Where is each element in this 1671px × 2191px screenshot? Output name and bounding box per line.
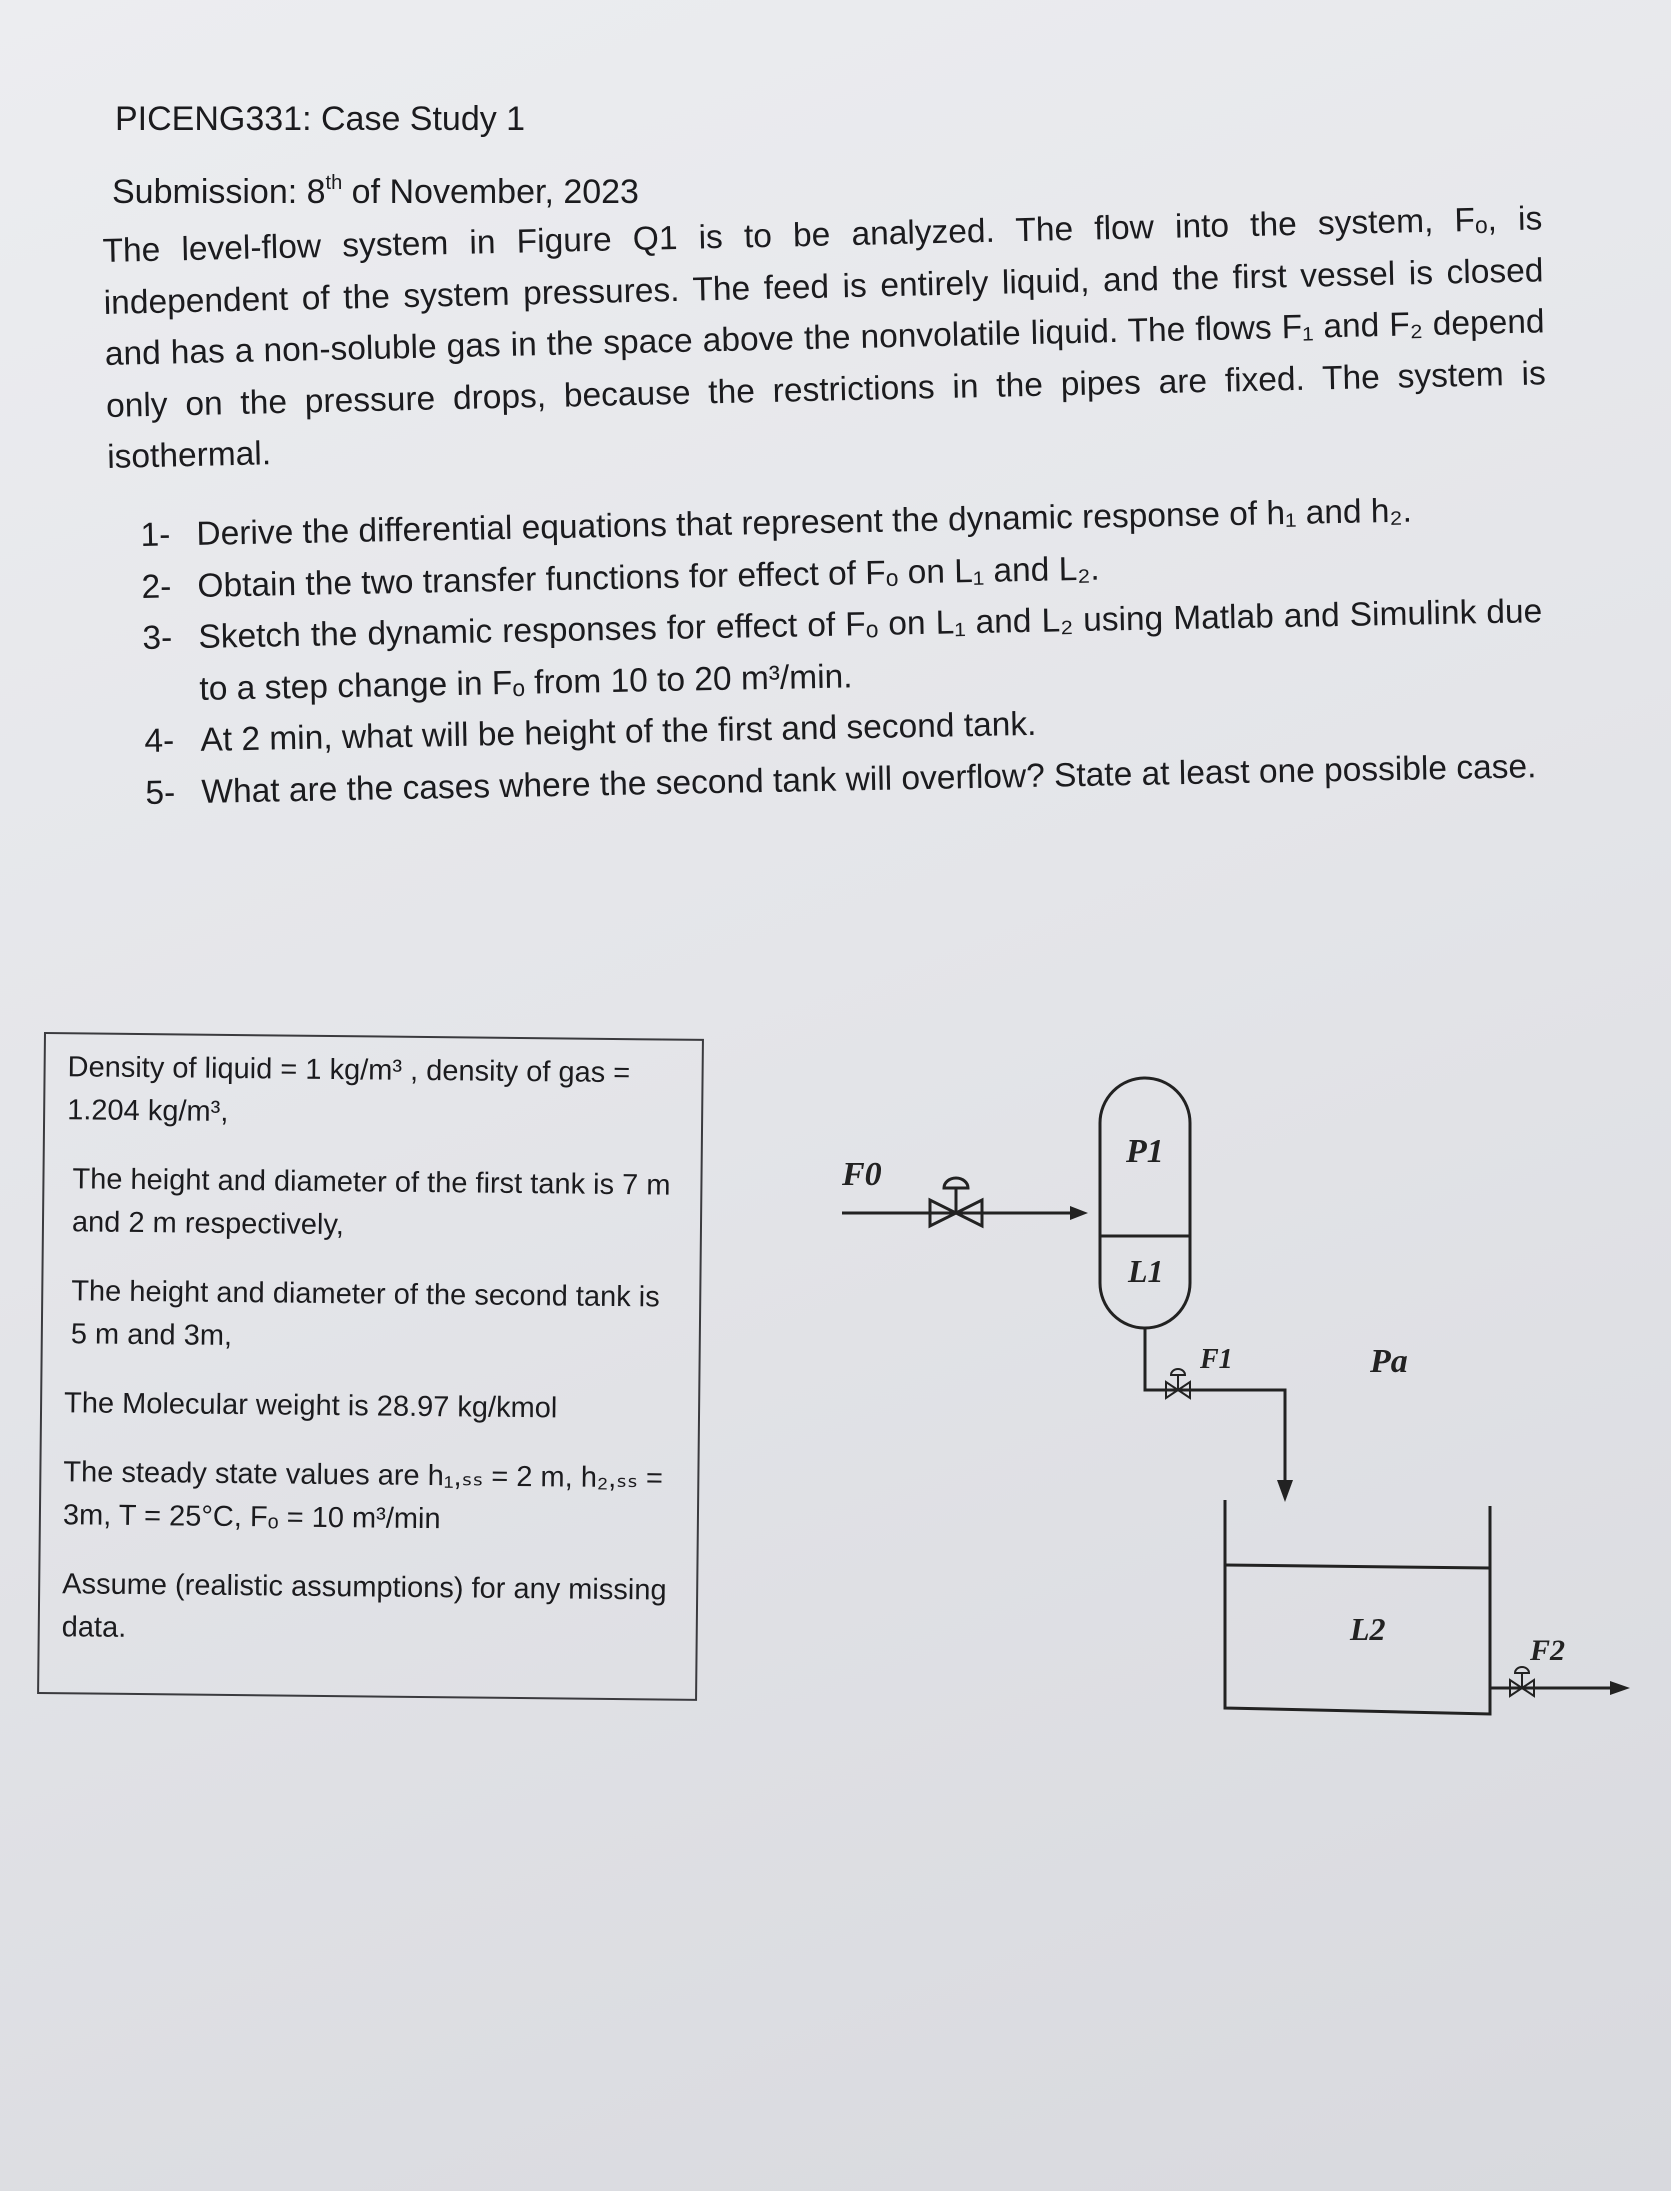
question-number: 1- bbox=[140, 516, 171, 554]
question-text: What are the cases where the second tank will overflow? State at least one possible case. bbox=[201, 747, 1537, 811]
question-text: Obtain the two transfer functions for effect of Fₒ on L₁ and L₂. bbox=[197, 550, 1100, 605]
feed-arrow-head bbox=[1070, 1206, 1088, 1220]
question-text: Derive the differential equations that represent the dynamic response of h₁ and h₂. bbox=[196, 492, 1413, 553]
label-f0: F0 bbox=[842, 1156, 882, 1193]
label-f2: F2 bbox=[1530, 1634, 1566, 1667]
document-title: PICENG331: Case Study 1 bbox=[115, 100, 526, 138]
question-list bbox=[140, 483, 1546, 819]
question-text: At 2 min, what will be height of the first and second tank. bbox=[200, 705, 1037, 759]
label-f1: F1 bbox=[1200, 1344, 1233, 1375]
molecular-weight-note: The Molecular weight is 28.97 kg/kmol bbox=[63, 1387, 558, 1425]
problem-statement: The level-flow system in Figure Q1 is to be analyzed. The flow into the system, Fₒ, is independent of the system pressures. The feed is entirely liquid, and the first vessel is closed and has a non-soluble gas in the space above the nonvolatile liquid. The flows F₁ and F₂ depend only on the pressure drops, because the restrictions in the pipes are fixed. The system is isothermal. bbox=[102, 200, 1547, 476]
label-l2: L2 bbox=[1350, 1611, 1386, 1647]
submission-superscript: th bbox=[325, 172, 343, 194]
question-text: Sketch the dynamic responses for effect of Fₒ on L₁ and L₂ using Matlab and Simulink due to a step change in Fₒ from 10 to 20 m³/min. bbox=[198, 593, 1543, 708]
label-p1: P1 bbox=[1126, 1133, 1164, 1170]
tank1-dimensions-note: The height and diameter of the first tank is 7 m and 2 m respectively, bbox=[71, 1163, 671, 1242]
label-l1: L1 bbox=[1128, 1253, 1164, 1289]
outlet-2-valve-icon bbox=[1510, 1667, 1534, 1696]
outlet-1-valve-icon bbox=[1166, 1369, 1190, 1398]
outlet-1-arrow-head bbox=[1277, 1480, 1293, 1502]
assumption-note: Assume (realistic assumptions) for any missing data. bbox=[61, 1568, 667, 1644]
question-number: 4- bbox=[144, 722, 175, 760]
steady-state-note: The steady state values are h₁,ₛₛ = 2 m, h₂,ₛₛ = 3m, T = 25°C, Fₒ = 10 m³/min bbox=[62, 1456, 664, 1536]
given-data-box bbox=[37, 1032, 704, 1701]
tank2-dimensions-note: The height and diameter of the second tank is 5 m and 3m, bbox=[70, 1275, 660, 1352]
tank-2-liquid-level bbox=[1225, 1565, 1490, 1568]
vessel-1 bbox=[1100, 1078, 1190, 1328]
feed-valve-icon bbox=[930, 1178, 982, 1226]
submission-suffix: of November, 2023 bbox=[342, 173, 639, 211]
question-number: 3- bbox=[142, 619, 173, 657]
question-number: 2- bbox=[141, 567, 172, 606]
submission-date bbox=[112, 172, 639, 212]
label-pa: Pa bbox=[1370, 1343, 1408, 1380]
outlet-2-arrow-head bbox=[1610, 1681, 1630, 1695]
submission-prefix: Submission: 8 bbox=[112, 173, 326, 211]
tank-2 bbox=[1225, 1500, 1490, 1714]
level-flow-diagram bbox=[830, 1060, 1650, 1740]
question-number: 5- bbox=[145, 773, 176, 812]
density-note: Density of liquid = 1 kg/m³ , density of gas = 1.204 kg/m³, bbox=[67, 1051, 631, 1128]
